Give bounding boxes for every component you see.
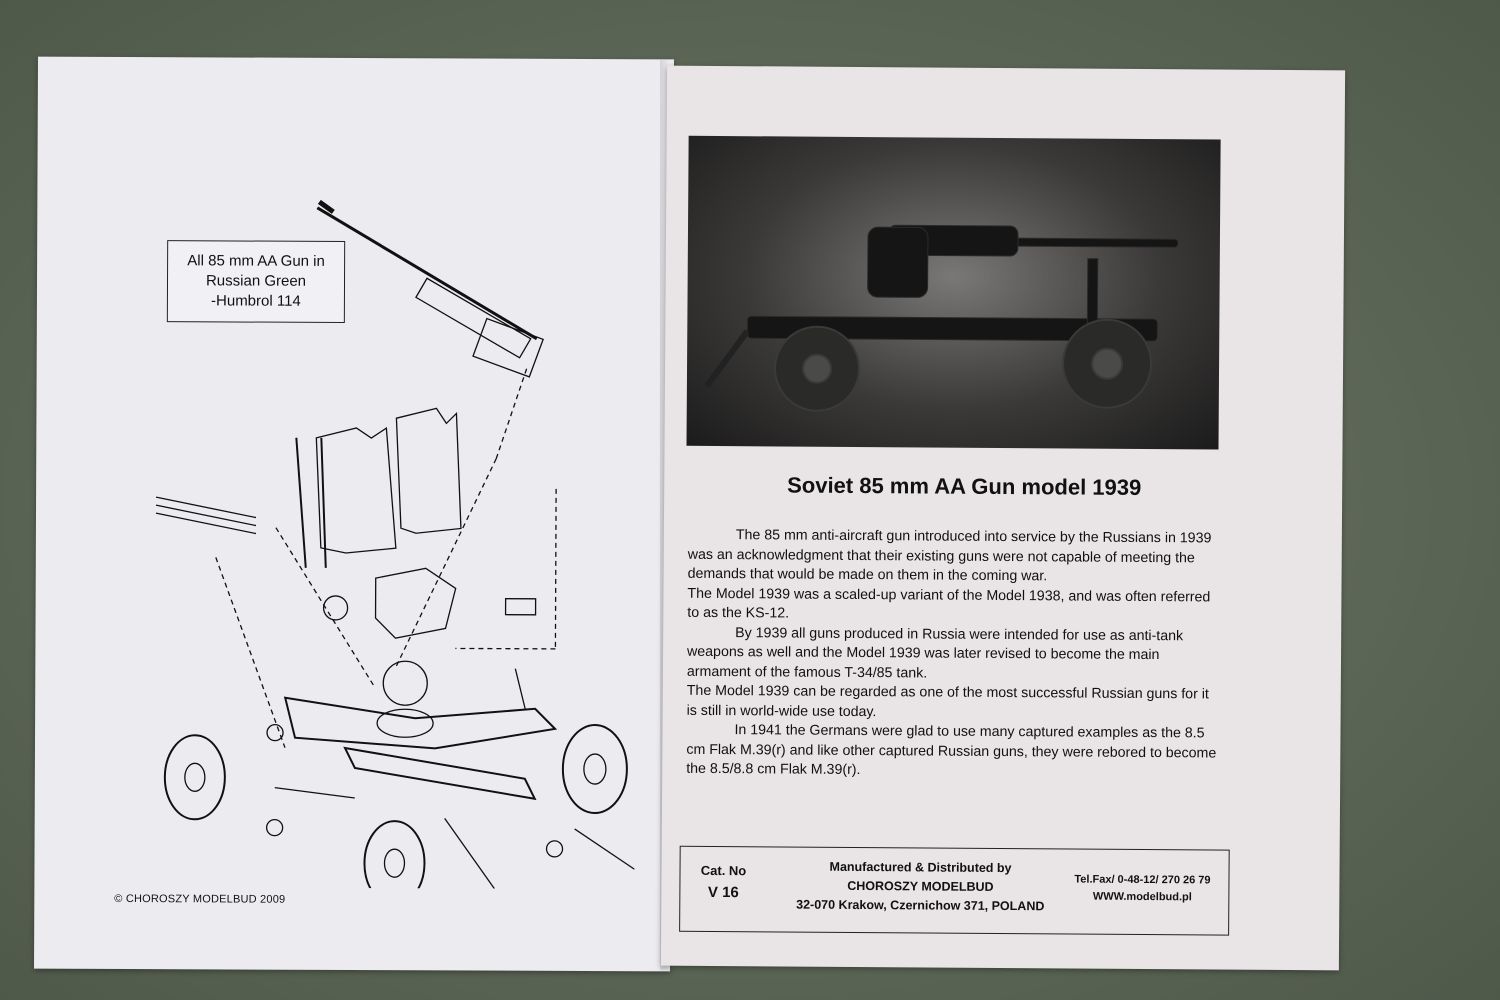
- cat-label: Cat. No: [700, 862, 747, 879]
- paragraph-4: The Model 1939 can be regarded as one of the most successful Russian guns for it is still in world-wide use today.: [686, 682, 1209, 720]
- paint-note-line-3: -Humbrol 114: [211, 292, 301, 310]
- catalog-number: [698, 863, 748, 901]
- gun-silhouette: [686, 136, 1220, 450]
- contact-website: WWW.modelbud.pl: [1092, 890, 1192, 904]
- paragraph-2: The Model 1939 was a scaled-up variant of the Model 1938, and was often referred to as the KS-12.: [687, 585, 1211, 622]
- model-gun-photo: [686, 136, 1220, 450]
- contact-phone: Tel.Fax/ 0-48-12/ 270 26 79: [1074, 873, 1211, 887]
- manufacturer-block: [770, 857, 1070, 916]
- contact-block: [1056, 871, 1228, 906]
- paragraph-3: By 1939 all guns produced in Russia were intended for use as anti-tank weapons as well and the Model 1939 was later revised to become the main armament of the famous T-34/85 tank.: [686, 624, 1184, 681]
- left-instruction-page: [34, 57, 674, 972]
- description-text: [686, 526, 1220, 783]
- mfr-line-2: CHOROSZY MODELBUD: [847, 878, 994, 894]
- cat-value: V 16: [707, 883, 739, 902]
- manufacturer-info-box: [679, 846, 1230, 936]
- paint-note-line-2: Russian Green: [205, 272, 307, 290]
- paint-note-line-1: All 85 mm AA Gun in: [187, 252, 325, 270]
- page-title: Soviet 85 mm AA Gun model 1939: [787, 472, 1142, 500]
- mfr-line-1: Manufactured & Distributed by: [829, 859, 1012, 876]
- exploded-assembly-diagram: [94, 127, 637, 889]
- copyright-text: © CHOROSZY MODELBUD 2009: [114, 892, 286, 906]
- mfr-line-3: 32-070 Krakow, Czernichow 371, POLAND: [796, 897, 1045, 914]
- right-info-page: [661, 66, 1345, 971]
- paragraph-1: The 85 mm anti-aircraft gun introduced into service by the Russians in 1939 was an acknowledgment that their existing guns were not capable of meeting the demands that would be made on them in the coming war.: [687, 527, 1212, 585]
- paragraph-5: In 1941 the Germans were glad to use many captured examples as the 8.5 cm Flak M.39(r) and like other captured Russian guns, they were rebored to become the 8.5/8.8 cm Flak M.39(r).: [686, 722, 1217, 779]
